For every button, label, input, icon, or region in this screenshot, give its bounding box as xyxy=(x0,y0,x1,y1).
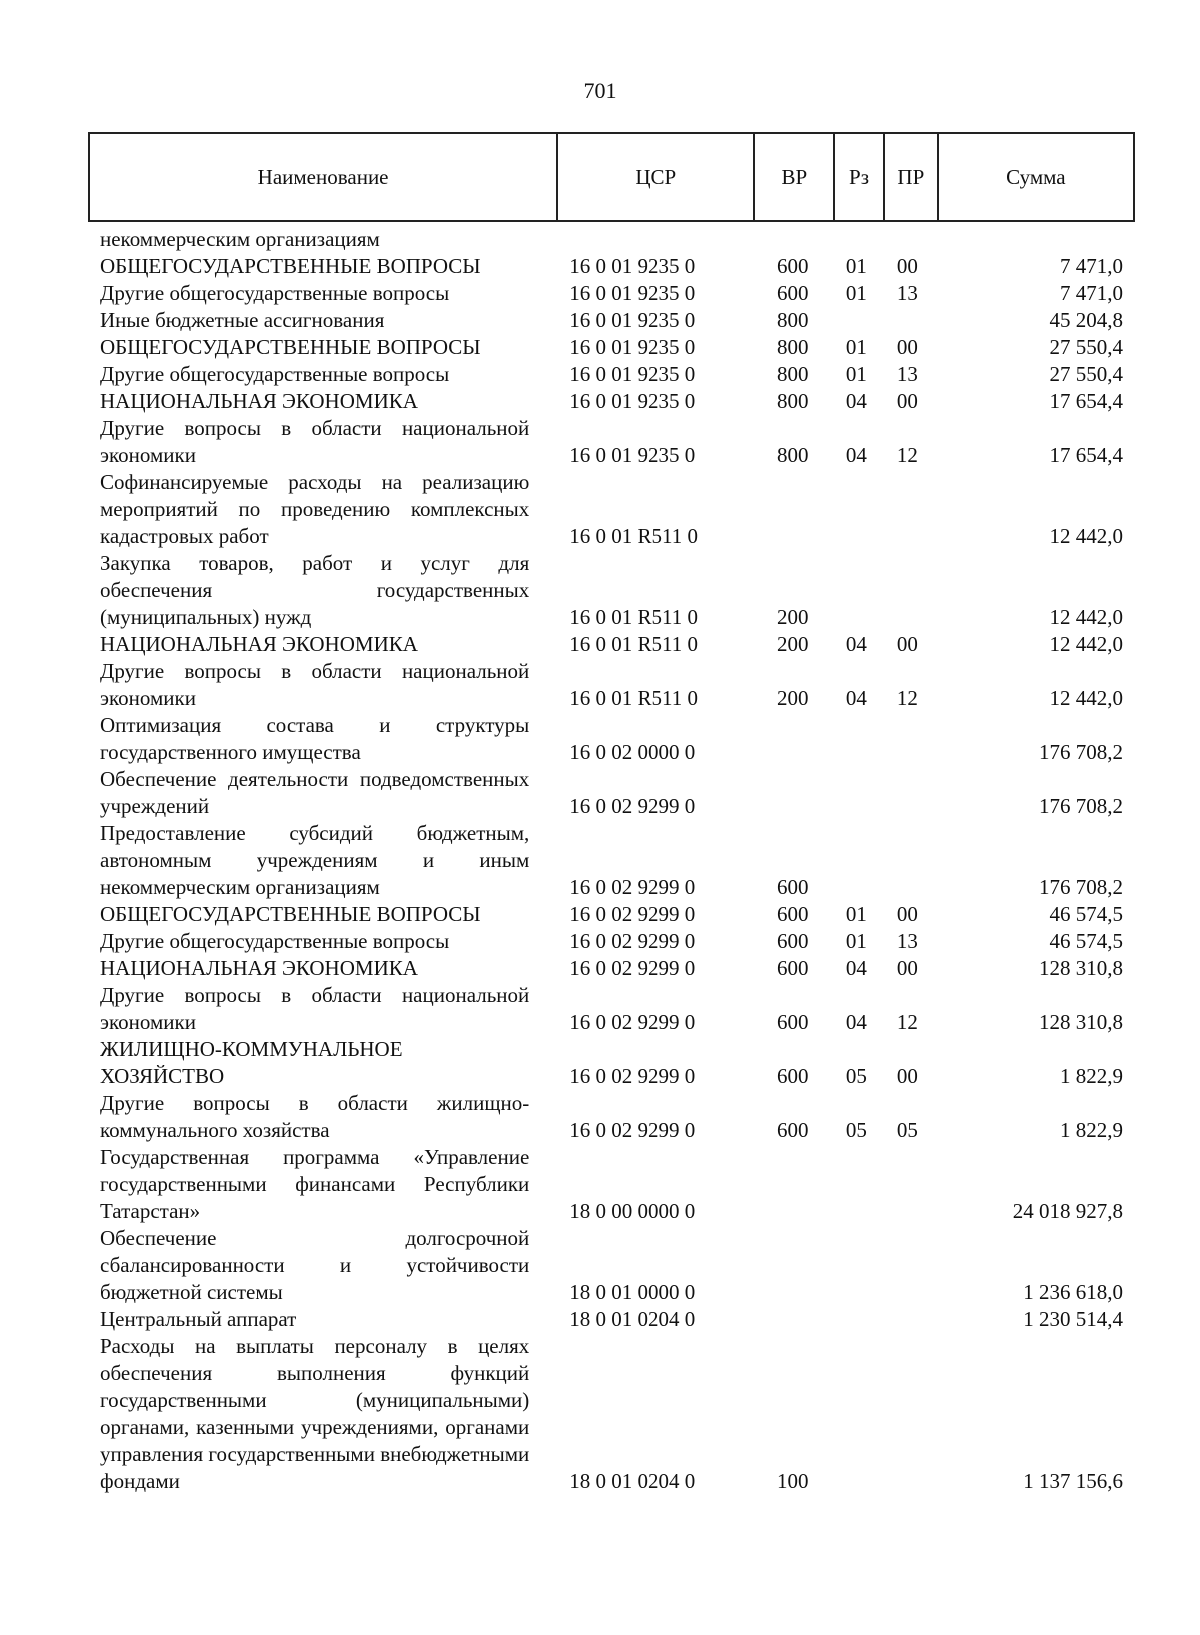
cell-rz: 01 xyxy=(845,254,867,278)
table-row xyxy=(88,982,1135,1036)
cell-vr: 800 xyxy=(776,335,809,359)
cell-pr: 13 xyxy=(896,362,918,386)
cell-vr: 600 xyxy=(776,902,809,926)
cell-pr: 00 xyxy=(896,335,918,359)
cell-vr: 800 xyxy=(776,362,809,386)
header-csr: ЦСР xyxy=(558,134,755,220)
cell-csr: 16 0 02 9299 0 xyxy=(569,1064,696,1088)
cell-name: НАЦИОНАЛЬНАЯ ЭКОНОМИКА xyxy=(100,956,418,980)
cell-csr: 16 0 01 9235 0 xyxy=(569,254,696,278)
cell-vr: 600 xyxy=(776,1010,809,1034)
cell-csr: 16 0 01 9235 0 xyxy=(569,281,696,305)
cell-sum: 12 442,0 xyxy=(1049,524,1123,548)
cell-name: Другие вопросы в области жилищно-коммунального хозяйства xyxy=(100,1091,530,1142)
cell-sum: 45 204,8 xyxy=(1049,308,1123,332)
cell-pr: 05 xyxy=(896,1118,918,1142)
cell-sum: 176 708,2 xyxy=(1039,794,1123,818)
table-row xyxy=(88,469,1135,550)
table-row xyxy=(88,388,1135,415)
table-row xyxy=(88,550,1135,631)
cell-name: Закупка товаров, работ и услуг для обеспечения государственных (муниципальных) нужд xyxy=(100,551,530,629)
table-row xyxy=(88,955,1135,982)
cell-csr: 16 0 01 9235 0 xyxy=(569,362,696,386)
cell-sum: 46 574,5 xyxy=(1049,929,1123,953)
cell-csr: 18 0 00 0000 0 xyxy=(569,1199,696,1223)
cell-csr: 16 0 01 9235 0 xyxy=(569,443,696,467)
cell-sum: 1 137 156,6 xyxy=(1023,1469,1123,1493)
table-row xyxy=(88,334,1135,361)
cell-name: Государственная программа «Управление государственными финансами Республики Татарстан» xyxy=(100,1145,530,1223)
cell-csr: 16 0 01 9235 0 xyxy=(569,308,696,332)
cell-sum: 7 471,0 xyxy=(1060,254,1123,278)
cell-name: НАЦИОНАЛЬНАЯ ЭКОНОМИКА xyxy=(100,632,418,656)
cell-sum: 128 310,8 xyxy=(1039,1010,1123,1034)
cell-rz: 04 xyxy=(845,686,867,710)
cell-rz: 01 xyxy=(845,902,867,926)
header-name: Наименование xyxy=(90,134,558,220)
cell-rz: 05 xyxy=(845,1118,867,1142)
cell-name: ОБЩЕГОСУДАРСТВЕННЫЕ ВОПРОСЫ xyxy=(100,335,481,359)
cell-pr: 13 xyxy=(896,929,918,953)
cell-vr: 600 xyxy=(776,254,809,278)
table-row xyxy=(88,712,1135,766)
cell-csr: 16 0 02 9299 0 xyxy=(569,794,696,818)
cell-sum: 176 708,2 xyxy=(1039,875,1123,899)
cell-vr: 100 xyxy=(776,1469,809,1493)
cell-pr: 12 xyxy=(896,686,918,710)
cell-sum: 1 822,9 xyxy=(1060,1118,1123,1142)
table-row xyxy=(88,928,1135,955)
cell-vr: 200 xyxy=(776,632,809,656)
cell-vr: 600 xyxy=(776,956,809,980)
cell-csr: 18 0 01 0000 0 xyxy=(569,1280,696,1304)
cell-pr: 12 xyxy=(896,443,918,467)
table-row xyxy=(88,1225,1135,1306)
cell-pr: 00 xyxy=(896,389,918,413)
cell-csr: 16 0 01 R511 0 xyxy=(569,605,698,629)
table-row xyxy=(88,361,1135,388)
table-row xyxy=(88,307,1135,334)
cell-name: Обеспечение деятельности подведомственных учреждений xyxy=(100,767,530,818)
cell-pr: 00 xyxy=(896,956,918,980)
cell-csr: 18 0 01 0204 0 xyxy=(569,1307,696,1331)
cell-rz: 01 xyxy=(845,929,867,953)
cell-pr: 00 xyxy=(896,632,918,656)
table-row xyxy=(88,1333,1135,1495)
cell-name: ОБЩЕГОСУДАРСТВЕННЫЕ ВОПРОСЫ xyxy=(100,254,481,278)
cell-name: Софинансируемые расходы на реализацию мероприятий по проведению комплексных кадастровых работ xyxy=(100,470,530,548)
cell-rz: 05 xyxy=(845,1064,867,1088)
cell-csr: 16 0 01 R511 0 xyxy=(569,524,698,548)
cell-sum: 1 230 514,4 xyxy=(1023,1307,1123,1331)
cell-name: Расходы на выплаты персоналу в целях обеспечения выполнения функций государственными (муниципальными) органами, казенными учреждениями, органами управления государственными внебюджетными фондами xyxy=(100,1334,530,1493)
cell-vr: 600 xyxy=(776,875,809,899)
cell-vr: 600 xyxy=(776,281,809,305)
cell-rz: 04 xyxy=(845,1010,867,1034)
cell-pr: 12 xyxy=(896,1010,918,1034)
cell-name: Другие общегосударственные вопросы xyxy=(100,362,450,386)
cell-sum: 1 236 618,0 xyxy=(1023,1280,1123,1304)
header-sum: Сумма xyxy=(1006,164,1066,189)
cell-csr: 16 0 01 9235 0 xyxy=(569,335,696,359)
cell-rz: 04 xyxy=(845,632,867,656)
table-row xyxy=(88,631,1135,658)
table-header xyxy=(88,132,1135,222)
table-row xyxy=(88,226,1135,253)
table-row xyxy=(88,1036,1135,1090)
cell-name: ОБЩЕГОСУДАРСТВЕННЫЕ ВОПРОСЫ xyxy=(100,902,481,926)
cell-csr: 16 0 02 9299 0 xyxy=(569,1118,696,1142)
cell-pr: 00 xyxy=(896,902,918,926)
table-row xyxy=(88,1306,1135,1333)
cell-sum: 17 654,4 xyxy=(1049,389,1123,413)
header-pr: ПР xyxy=(885,134,939,220)
cell-rz: 01 xyxy=(845,281,867,305)
cell-csr: 16 0 02 9299 0 xyxy=(569,956,696,980)
cell-name: Другие вопросы в области национальной экономики xyxy=(100,659,530,710)
cell-csr: 16 0 02 9299 0 xyxy=(569,875,696,899)
cell-sum: 12 442,0 xyxy=(1049,605,1123,629)
table-row xyxy=(88,901,1135,928)
cell-csr: 16 0 01 9235 0 xyxy=(569,389,696,413)
cell-sum: 1 822,9 xyxy=(1060,1064,1123,1088)
cell-csr: 16 0 01 R511 0 xyxy=(569,686,698,710)
cell-sum: 17 654,4 xyxy=(1049,443,1123,467)
cell-sum: 24 018 927,8 xyxy=(1012,1199,1123,1223)
cell-pr: 13 xyxy=(896,281,918,305)
cell-name: НАЦИОНАЛЬНАЯ ЭКОНОМИКА xyxy=(100,389,418,413)
cell-rz: 01 xyxy=(845,362,867,386)
cell-name: Предоставление субсидий бюджетным, автономным учреждениям и иным некоммерческим организациям xyxy=(100,821,530,899)
cell-name: Центральный аппарат xyxy=(100,1307,297,1331)
cell-vr: 200 xyxy=(776,686,809,710)
cell-vr: 800 xyxy=(776,389,809,413)
cell-sum: 12 442,0 xyxy=(1049,632,1123,656)
cell-rz: 04 xyxy=(845,956,867,980)
table-row xyxy=(88,766,1135,820)
table-row xyxy=(88,1090,1135,1144)
table-body xyxy=(88,226,1135,1495)
cell-name: Другие вопросы в области национальной экономики xyxy=(100,416,530,467)
cell-vr: 600 xyxy=(776,929,809,953)
cell-name: Оптимизация состава и структуры государственного имущества xyxy=(100,713,530,764)
cell-vr: 200 xyxy=(776,605,809,629)
cell-vr: 600 xyxy=(776,1118,809,1142)
cell-name: некоммерческим организациям xyxy=(100,227,380,251)
cell-vr: 800 xyxy=(776,308,809,332)
table-row xyxy=(88,1144,1135,1225)
table-row xyxy=(88,253,1135,280)
header-rz: Рз xyxy=(835,134,885,220)
cell-name: Другие общегосударственные вопросы xyxy=(100,281,450,305)
cell-sum: 27 550,4 xyxy=(1049,335,1123,359)
table-row xyxy=(88,415,1135,469)
cell-sum: 12 442,0 xyxy=(1049,686,1123,710)
cell-pr: 00 xyxy=(896,1064,918,1088)
cell-name: Другие общегосударственные вопросы xyxy=(100,929,450,953)
cell-sum: 176 708,2 xyxy=(1039,740,1123,764)
cell-rz: 04 xyxy=(845,389,867,413)
cell-csr: 16 0 02 9299 0 xyxy=(569,929,696,953)
table-row xyxy=(88,658,1135,712)
cell-csr: 16 0 02 0000 0 xyxy=(569,740,696,764)
cell-sum: 27 550,4 xyxy=(1049,362,1123,386)
cell-pr: 00 xyxy=(896,254,918,278)
cell-name: ЖИЛИЩНО-КОММУНАЛЬНОЕ ХОЗЯЙСТВО xyxy=(100,1037,403,1088)
cell-csr: 18 0 01 0204 0 xyxy=(569,1469,696,1493)
cell-vr: 800 xyxy=(776,443,809,467)
cell-rz: 04 xyxy=(845,443,867,467)
cell-rz: 01 xyxy=(845,335,867,359)
cell-sum: 46 574,5 xyxy=(1049,902,1123,926)
cell-name: Другие вопросы в области национальной экономики xyxy=(100,983,530,1034)
table-row xyxy=(88,820,1135,901)
cell-csr: 16 0 01 R511 0 xyxy=(569,632,698,656)
cell-name: Иные бюджетные ассигнования xyxy=(100,308,385,332)
table-row xyxy=(88,280,1135,307)
cell-sum: 7 471,0 xyxy=(1060,281,1123,305)
cell-sum: 128 310,8 xyxy=(1039,956,1123,980)
page-number: 701 xyxy=(583,78,617,103)
cell-vr: 600 xyxy=(776,1064,809,1088)
cell-name: Обеспечение долгосрочной сбалансированности и устойчивости бюджетной системы xyxy=(100,1226,530,1304)
cell-csr: 16 0 02 9299 0 xyxy=(569,902,696,926)
cell-csr: 16 0 02 9299 0 xyxy=(569,1010,696,1034)
header-vr: ВР xyxy=(755,134,835,220)
